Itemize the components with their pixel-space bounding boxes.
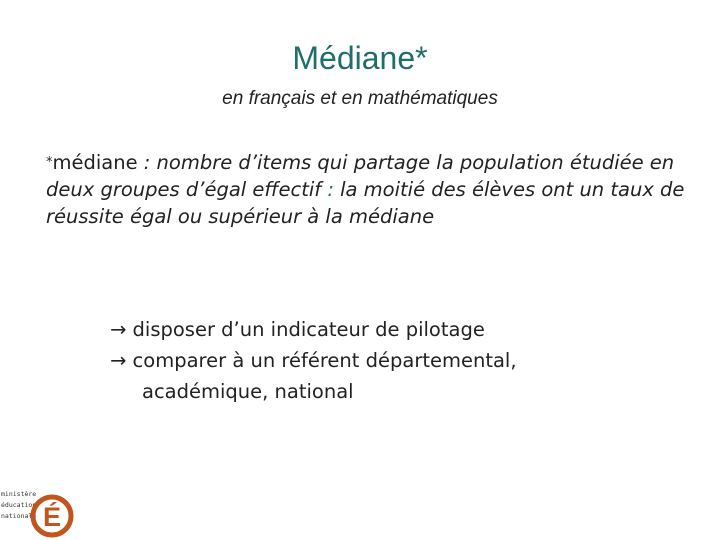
slide-subtitle: en français et en mathématiques: [222, 88, 498, 109]
bullet-item-indicator: [110, 314, 670, 345]
definition-text-part1: : nombre d’items qui partage la population étudiée en deux groupes d’égal effectif: [46, 151, 675, 201]
logo-letter: É: [42, 502, 62, 532]
ministere-education-logo: [0, 478, 80, 540]
definition-text-part2: la moitié des élèves ont un taux de réussite égal ou supérieur à la médiane: [46, 178, 685, 228]
bullet-text: comparer à un référent départemental,: [132, 349, 517, 372]
bullet-text-continuation: académique, national: [142, 380, 354, 403]
arrow-icon: →: [110, 318, 127, 341]
slide-title: Médiane*: [292, 40, 428, 76]
logo-text-line-3: nationale: [1, 512, 37, 520]
arrow-icon: →: [110, 349, 127, 372]
bullet-list: [110, 314, 670, 407]
bullet-text: disposer d’un indicateur de pilotage: [126, 318, 485, 341]
footnote-star: *: [46, 155, 53, 170]
median-definition: [46, 149, 686, 230]
definition-term: médiane: [52, 151, 138, 174]
logo-text-line-2: éducation: [1, 501, 37, 509]
bullet-item-compare: [110, 345, 670, 407]
definition-colon: :: [327, 178, 334, 201]
logo-text-line-1: ministère: [1, 490, 37, 498]
